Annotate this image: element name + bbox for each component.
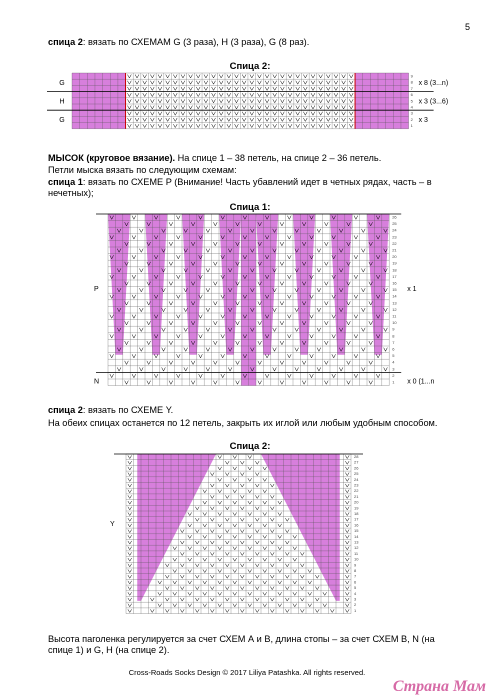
chart1-row-label: G xyxy=(59,117,65,125)
chart3-row-number: 21 xyxy=(354,493,359,499)
toe-heading-bold: МЫСОК (круговое вязание). xyxy=(48,153,176,163)
needle2-line-text: : вязать по СХЕМЕ Y. xyxy=(82,405,174,415)
chart2-row-number: 3 xyxy=(392,366,395,372)
chart3-row-number: 11 xyxy=(354,550,359,556)
chart3-row-number: 23 xyxy=(354,482,359,488)
chart2-row-number: 19 xyxy=(392,260,397,266)
chart1-row-number: 9 xyxy=(410,73,413,79)
bottom-paragraph: Высота паголенка регулируется за счет СХЕМ А и В, длина стопы – за счет СХЕМ В, N (на спице 1) и G, H (на спице 2). xyxy=(48,634,435,655)
chart3-title: Спица 2: xyxy=(229,441,271,452)
twelve-line: На обеих спицах останется по 12 петель, закрыть их иглой или любым удобным способом. xyxy=(48,418,438,428)
chart2-row-number: 7 xyxy=(392,339,395,345)
chart2-row-number: 10 xyxy=(392,320,397,326)
chart3-row-number: 9 xyxy=(354,562,357,568)
chart2-label-p: P xyxy=(94,286,99,294)
chart3-row-number: 12 xyxy=(354,545,359,551)
chart2-label-n: N xyxy=(94,378,100,386)
chart2-row-number: 13 xyxy=(392,300,397,306)
chart3-row-number: 4 xyxy=(354,590,357,596)
chart1-row-label: H xyxy=(59,98,65,106)
watermark-logo: Страна Мам xyxy=(392,678,486,695)
chart3-row-number: 24 xyxy=(354,476,359,482)
chart3-row-number: 18 xyxy=(354,511,359,516)
chart3-row-number: 14 xyxy=(354,533,359,539)
chart3-row-number: 22 xyxy=(354,488,359,494)
chart3-row-number: 2 xyxy=(354,602,357,608)
chart3-row-number: 10 xyxy=(354,556,359,562)
footer: Cross-Roads Socks Design © 2017 Liliya Patashka. All rights reserved. xyxy=(128,668,366,677)
chart3-row-number: 1 xyxy=(354,607,357,613)
chart3-row-number: 8 xyxy=(354,568,357,573)
toe-line2: Петли мыска вязать по следующим схемам: xyxy=(48,165,237,175)
toe-heading-text: На спице 1 – 38 петель, на спице 2 – 36 петель. xyxy=(175,153,382,163)
chart3-row-number: 16 xyxy=(354,522,359,528)
chart1-row-number: 4 xyxy=(410,104,413,110)
toe-line3-text: : вязать по СХЕМЕ P (Внимание! Часть убавлений идет в четных рядах, часть – в нечетных); xyxy=(48,177,432,198)
chart3-label-y: Y xyxy=(110,520,115,528)
chart2-row-number: 14 xyxy=(392,293,397,299)
chart1-row-number: 5 xyxy=(410,98,413,104)
chart2-row-number: 11 xyxy=(392,313,397,319)
chart2-title: Спица 1: xyxy=(229,202,271,213)
chart2-row-number: 25 xyxy=(392,221,397,227)
chart2-row-number: 2 xyxy=(392,372,395,378)
chart3-row-number: 6 xyxy=(354,579,357,585)
chart2-row-number: 4 xyxy=(392,359,395,365)
chart1-row-note: x 3 (3...6) xyxy=(418,98,449,106)
chart2-row-number: 12 xyxy=(392,306,397,312)
chart2-row-number: 23 xyxy=(392,234,397,240)
chart1-row-number: 1 xyxy=(410,123,413,129)
chart2-row-number: 15 xyxy=(392,287,397,293)
chart1-row-note: x 3 xyxy=(418,117,428,125)
chart2-row-number: 17 xyxy=(392,273,397,279)
chart3-row-number: 13 xyxy=(354,539,359,545)
chart3-row-number: 26 xyxy=(354,465,359,471)
chart2-row-number: 9 xyxy=(392,326,395,332)
chart1-row-number: 6 xyxy=(410,92,413,98)
chart3-row-number: 28 xyxy=(354,454,359,459)
chart2-note-n: x 0 (1...n xyxy=(407,378,435,386)
chart1-row-number: 8 xyxy=(410,79,413,85)
chart2-row-number: 5 xyxy=(392,353,395,359)
chart1-title: Спица 2: xyxy=(229,61,271,72)
chart2-note-p: x 1 xyxy=(407,286,417,294)
chart2-row-number: 16 xyxy=(392,280,397,286)
chart3-row-number: 15 xyxy=(354,528,359,534)
page-number: 5 xyxy=(464,22,470,32)
chart3-row-number: 17 xyxy=(354,516,359,522)
needle2-line xyxy=(48,405,458,416)
chart1-row-number: 2 xyxy=(410,116,413,122)
chart3-row-number: 27 xyxy=(354,459,359,465)
chart2-row-number: 20 xyxy=(392,254,397,260)
chart2-row-number: 21 xyxy=(392,247,397,253)
chart3-row-number: 5 xyxy=(354,585,357,591)
chart3-row-number: 7 xyxy=(354,573,357,579)
needle2-line-bold: спица 2 xyxy=(48,405,83,415)
chart1-row-number: 3 xyxy=(410,110,413,116)
top-line-text: : вязать по СХЕМАМ G (3 раза), H (3 раза), G (8 раз). xyxy=(82,37,310,47)
chart2-row-number: 1 xyxy=(392,379,395,385)
chart2-row-number: 8 xyxy=(392,333,395,339)
chart3-row-number: 20 xyxy=(354,499,359,505)
chart2-row-number: 22 xyxy=(392,240,397,246)
chart2-row-number: 6 xyxy=(392,346,395,352)
chart3-row-number: 19 xyxy=(354,505,359,511)
chart2-row-number: 26 xyxy=(392,214,397,220)
chart3-row-number: 25 xyxy=(354,471,359,477)
top-line-bold: спица 2 xyxy=(48,37,83,47)
chart1-row-note: x 8 (3...n) xyxy=(418,79,449,87)
chart2-row-number: 24 xyxy=(392,227,397,233)
chart2-row-number: 18 xyxy=(392,267,397,273)
chart1-row-number: 7 xyxy=(410,85,413,91)
chart3-row-number: 3 xyxy=(354,596,357,602)
toe-line3-bold: спица 1 xyxy=(48,177,83,187)
chart1-row-label: G xyxy=(59,79,65,87)
